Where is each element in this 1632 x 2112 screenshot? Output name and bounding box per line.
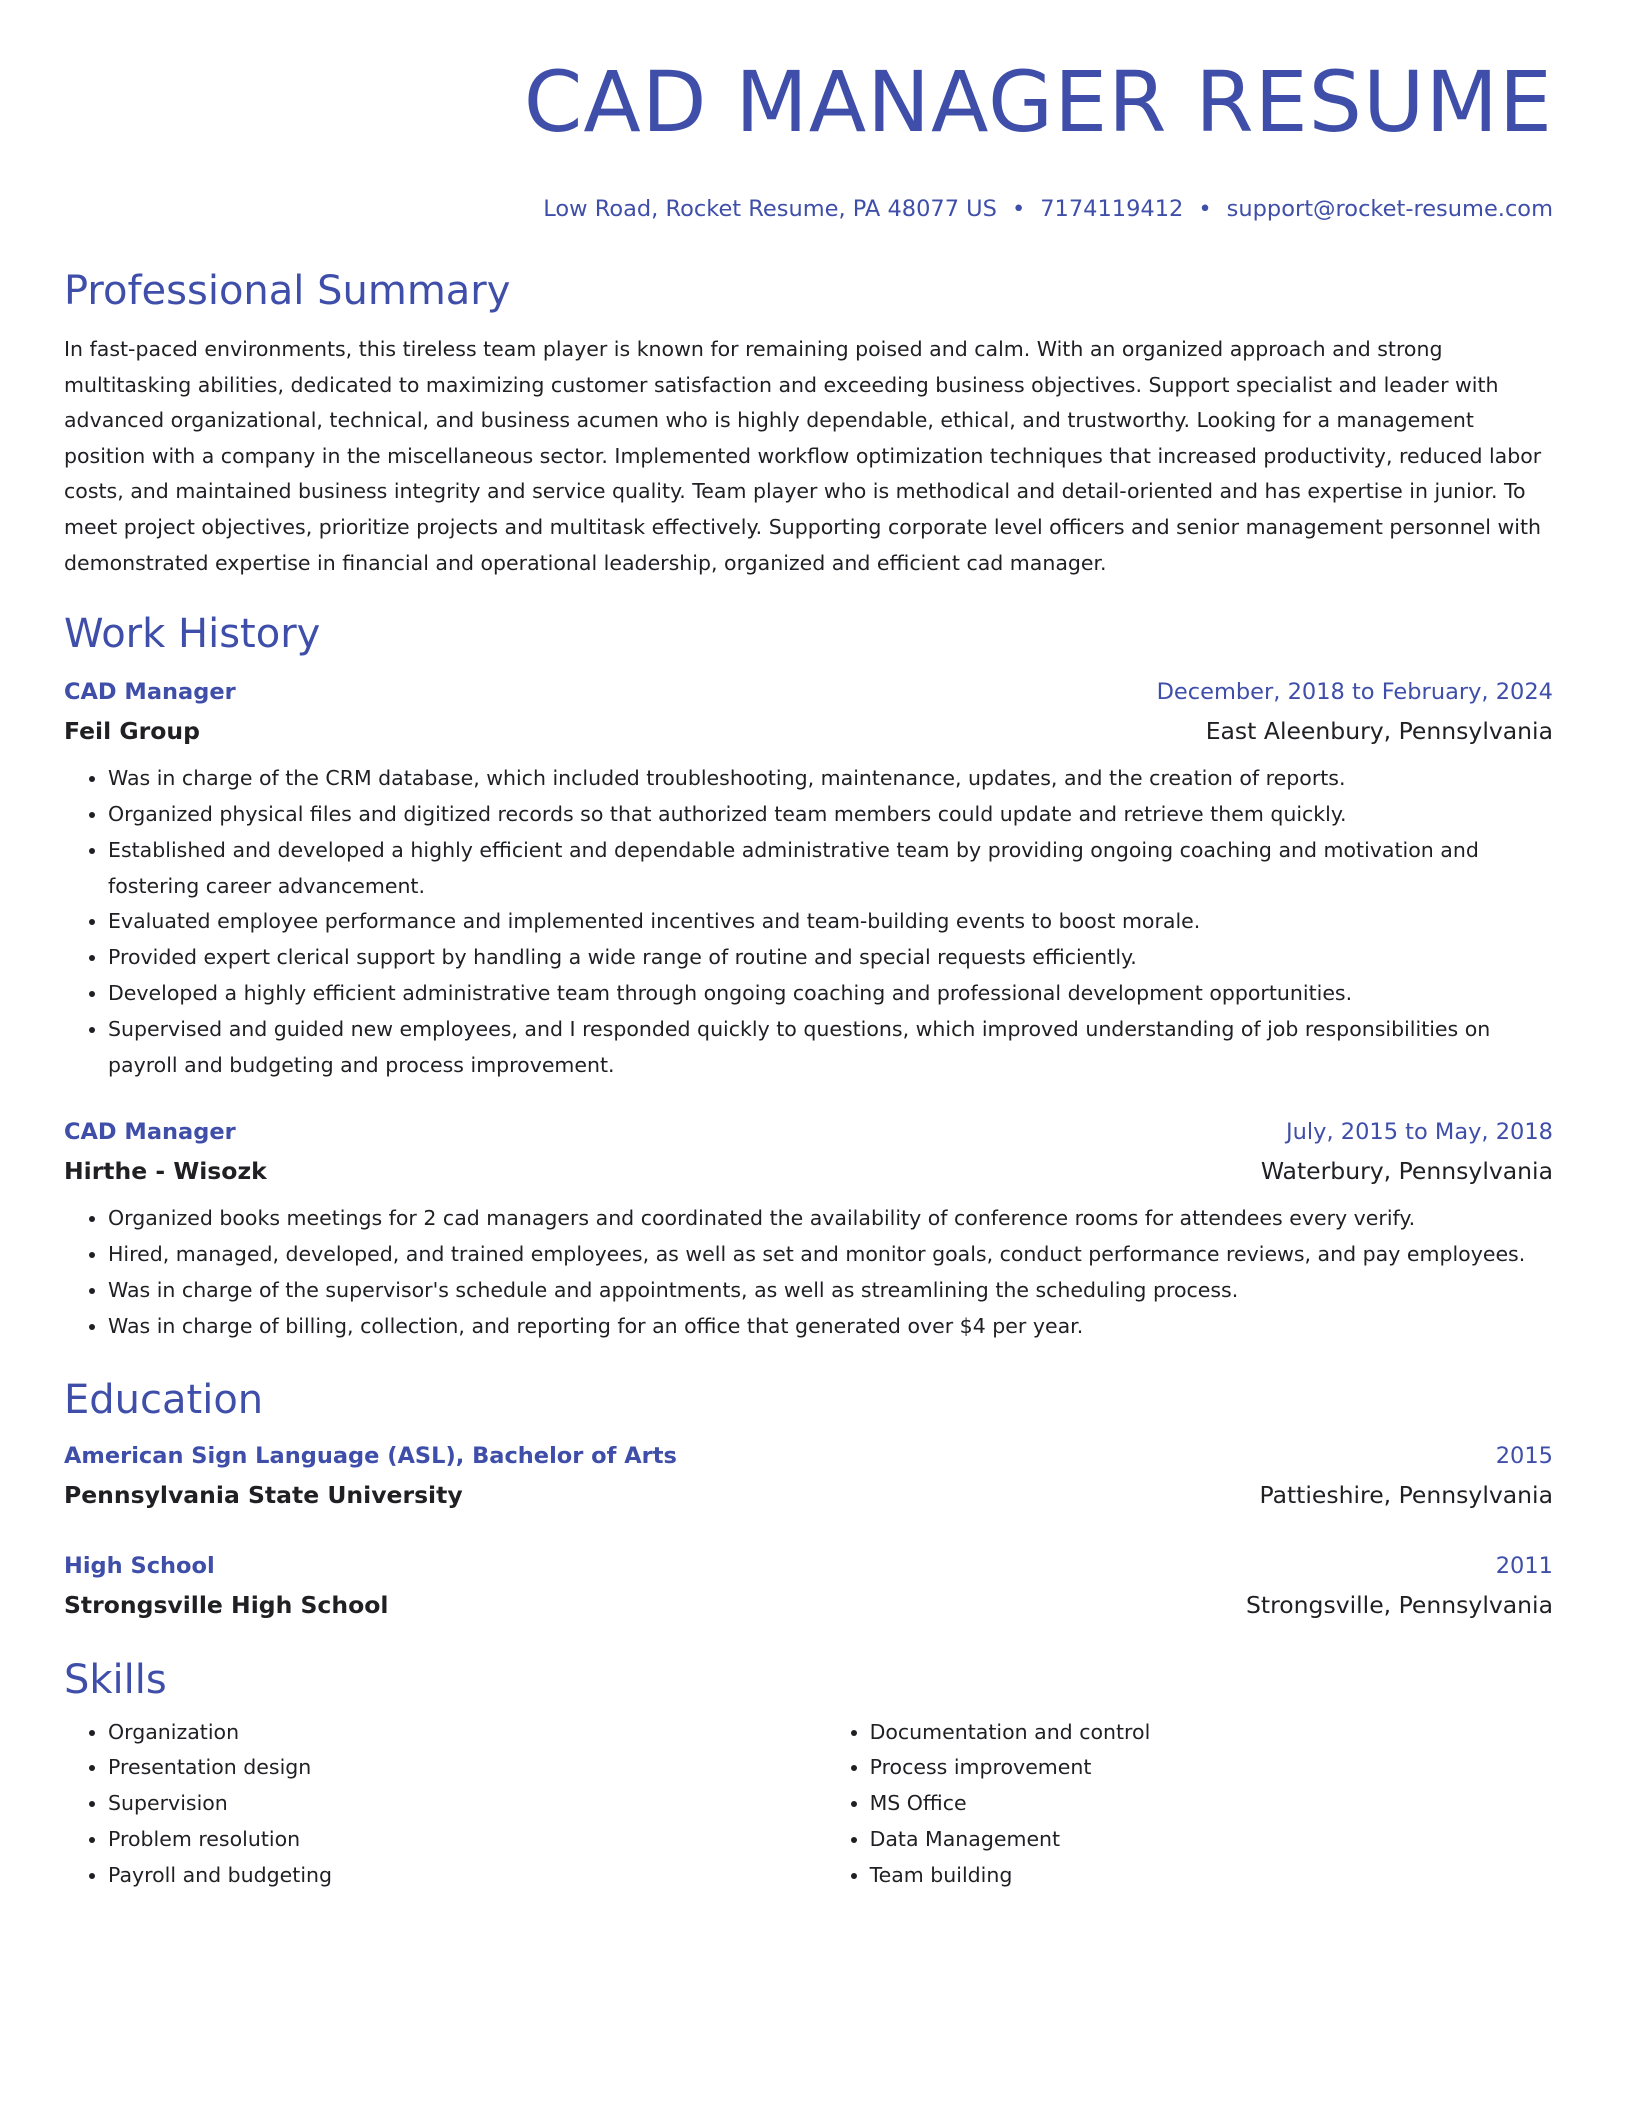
education-school-row	[64, 1475, 1553, 1515]
skill-item: • Team building	[870, 1858, 1553, 1894]
skills-list	[64, 1715, 1553, 1894]
resume-page	[64, 52, 1553, 1894]
education-school: Strongsville High School	[64, 1590, 389, 1619]
job-company-row	[64, 1151, 1553, 1191]
job-bullet: • Was in charge of the supervisor's schedule and appointments, as well as streamlining the scheduling process.	[108, 1273, 1553, 1309]
education-year: 2015	[1495, 1442, 1553, 1469]
job-bullet: • Organized physical files and digitized records so that authorized team members could update and retrieve them quickly.	[108, 797, 1553, 833]
skills-heading: Skills	[64, 1656, 167, 1703]
work-history-heading: Work History	[64, 611, 321, 658]
job-dates: July, 2015 to May, 2018	[1285, 1119, 1553, 1146]
education-school-row	[64, 1585, 1553, 1625]
resume-title: CAD MANAGER RESUME	[523, 53, 1553, 151]
education-location: Strongsville, Pennsylvania	[1246, 1590, 1553, 1619]
job-bullet: • Provided expert clerical support by handling a wide range of routine and special requests efficiently.	[108, 940, 1553, 976]
contact-email: support@rocket-resume.com	[1226, 196, 1553, 222]
education-year: 2011	[1495, 1552, 1553, 1579]
skills-column-left	[64, 1715, 826, 1894]
education-header-row	[64, 1437, 1553, 1475]
education-entry	[64, 1547, 1553, 1625]
summary-text: In fast-paced environments, this tireless team player is known for remaining poised and calm. With an organized approach and strong multitasking abilities, dedicated to maximizing customer satisfaction and exceeding business objectives. Support specialist and leader with advanced organizational, technical, and business acumen who is highly dependable, ethical, and trustworthy. Looking for a management position with a company in the miscellaneous sector. Implemented workflow optimization techniques that increased productivity, reduced labor costs, and maintained business integrity and service quality. Team player who is methodical and detail-oriented and has expertise in junior. To meet project objectives, prioritize projects and multitask effectively. Supporting corporate level officers and senior management personnel with demonstrated expertise in financial and operational leadership, organized and efficient cad manager.	[64, 337, 1542, 575]
education-entry	[64, 1437, 1553, 1515]
job-location: Waterbury, Pennsylvania	[1260, 1157, 1553, 1186]
contact-address: Low Road, Rocket Resume, PA 48077 US	[543, 196, 997, 222]
education-header-row	[64, 1547, 1553, 1585]
job-company: Hirthe - Wisozk	[64, 1157, 267, 1186]
job-role: CAD Manager	[64, 1119, 236, 1146]
job-bullet: • Evaluated employee performance and implemented incentives and team-building events to boost morale.	[108, 904, 1553, 940]
education-school: Pennsylvania State University	[64, 1480, 463, 1509]
job-bullet: • Organized books meetings for 2 cad managers and coordinated the availability of conference rooms for attendees every verify.	[108, 1201, 1553, 1237]
skill-item: • Documentation and control	[870, 1715, 1553, 1751]
job-header-row	[64, 1113, 1553, 1151]
job-location: East Aleenbury, Pennsylvania	[1205, 717, 1553, 746]
job-bullet: • Hired, managed, developed, and trained employees, as well as set and monitor goals, conduct performance reviews, and pay employees.	[108, 1237, 1553, 1273]
skill-item: • Problem resolution	[108, 1822, 826, 1858]
job-entry	[64, 673, 1553, 1083]
contact-phone: 7174119412	[1040, 196, 1184, 222]
skill-item: • Supervision	[108, 1786, 826, 1822]
education-heading: Education	[64, 1376, 264, 1423]
education-degree: High School	[64, 1552, 215, 1579]
skill-item: • Process improvement	[870, 1750, 1553, 1786]
job-entry	[64, 1113, 1553, 1344]
skill-item: • Payroll and budgeting	[108, 1858, 826, 1894]
job-company-row	[64, 711, 1553, 751]
skills-column-right	[826, 1715, 1553, 1894]
education-location: Pattieshire, Pennsylvania	[1259, 1480, 1553, 1509]
skill-item: • Presentation design	[108, 1750, 826, 1786]
job-bullet: • Established and developed a highly efficient and dependable administrative team by providing ongoing coaching and motivation and fostering career advancement.	[108, 833, 1553, 905]
education-degree: American Sign Language (ASL), Bachelor of Arts	[64, 1442, 677, 1469]
job-bullet: • Developed a highly efficient administrative team through ongoing coaching and professional development opportunities.	[108, 976, 1553, 1012]
job-bullet: • Was in charge of billing, collection, and reporting for an office that generated over $4 per year.	[108, 1309, 1553, 1345]
job-bullet: • Was in charge of the CRM database, which included troubleshooting, maintenance, updates, and the creation of reports.	[108, 761, 1553, 797]
job-company: Feil Group	[64, 717, 200, 746]
job-bullets	[64, 1201, 1553, 1344]
job-dates: December, 2018 to February, 2024	[1156, 679, 1553, 706]
job-bullet: • Supervised and guided new employees, and I responded quickly to questions, which improved understanding of job responsibilities on payroll and budgeting and process improvement.	[108, 1012, 1553, 1084]
contact-line	[64, 194, 1553, 224]
job-role: CAD Manager	[64, 679, 236, 706]
job-bullets	[64, 761, 1553, 1083]
skill-item: • Organization	[108, 1715, 826, 1751]
skill-item: • Data Management	[870, 1822, 1553, 1858]
job-header-row	[64, 673, 1553, 711]
skill-item: • MS Office	[870, 1786, 1553, 1822]
summary-heading: Professional Summary	[64, 268, 511, 314]
contact-separator: •	[1198, 196, 1212, 222]
contact-separator: •	[1011, 196, 1026, 222]
